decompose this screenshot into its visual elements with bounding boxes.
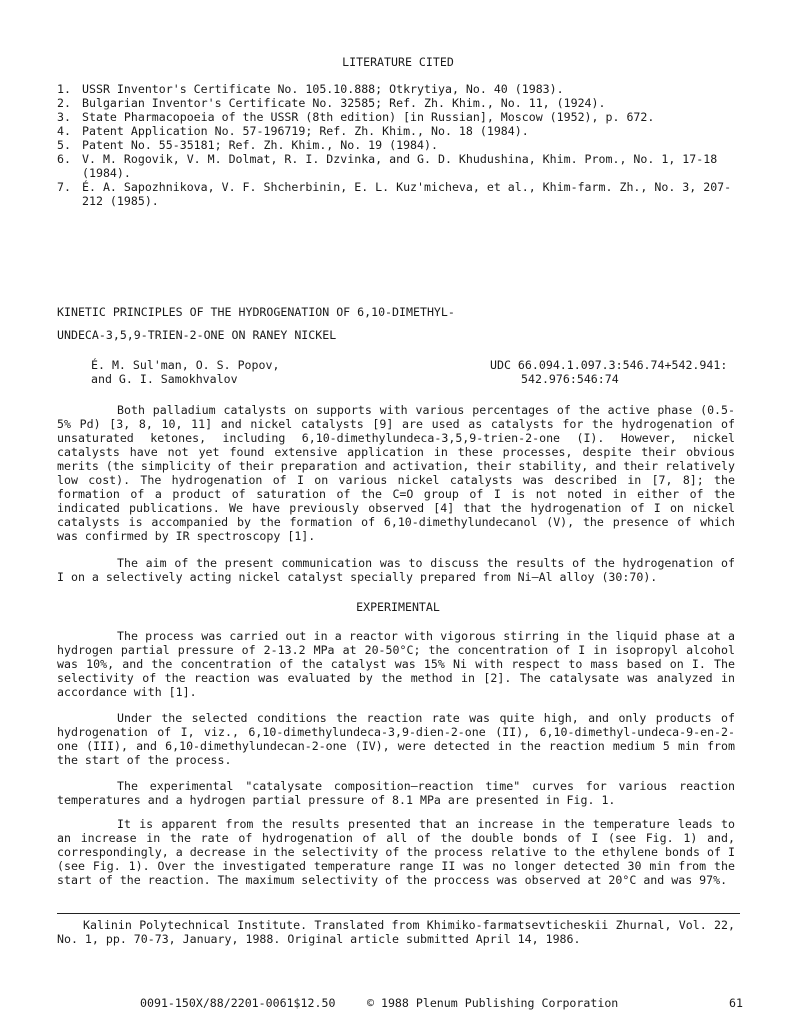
experimental-paragraph-3-text: The experimental "catalysate composition—reaction time" curves for various reaction temperatures and a hydrogen partial pressure of 8.1 MPa are presented in Fig. 1. [57, 779, 735, 807]
page-number: 61 [729, 996, 743, 1010]
reference-item [57, 180, 747, 208]
reference-number: 3. [57, 110, 71, 124]
experimental-paragraph-4-text: It is apparent from the results presented that an increase in the temperature leads to an increase in the rate of hydrogenation of all of the double bonds of I (see Fig. 1) and, correspondingly, a decrease in the selectivity of the process relative to the ethylene bonds of I (see Fig. 1). Over the investigated temperature range II was no longer detected 30 min from the start of the reaction. The maximum selectivity of the proccess was observed at 20°C and was 97%. [57, 817, 735, 887]
experimental-paragraph-3 [57, 779, 735, 807]
authors-line-2: and G. I. Samokhvalov [91, 372, 238, 386]
reference-text: State Pharmacopoeia of the USSR (8th edition) [in Russian], Moscow (1952), p. 672. [82, 110, 655, 124]
reference-item [57, 96, 747, 110]
footer-code: 0091-150X/88/2201-0061$12.50 [140, 996, 336, 1010]
experimental-heading: EXPERIMENTAL [356, 600, 440, 614]
intro-paragraph-1 [57, 403, 735, 543]
udc-line-2: 542.976:546:74 [521, 372, 619, 386]
reference-text: Bulgarian Inventor's Certificate No. 32585; Ref. Zh. Khim., No. 11, (1924). [82, 96, 606, 110]
reference-item [57, 124, 747, 138]
article-title-line-2: UNDECA-3,5,9-TRIEN-2-ONE ON RANEY NICKEL [57, 328, 337, 342]
footer-copyright: © 1988 Plenum Publishing Corporation [367, 996, 619, 1010]
reference-item [57, 82, 747, 96]
reference-text: É. A. Sapozhnikova, V. F. Shcherbinin, E. L. Kuz'micheva, et al., Khim-farm. Zh., No. 3, 207-212 (1985). [82, 180, 732, 208]
authors-line-1: É. M. Sul'man, O. S. Popov, [91, 358, 280, 372]
footnote [57, 918, 735, 946]
intro-paragraph-2-text: The aim of the present communication was to discuss the results of the hydrogenation of I on a selectively acting nickel catalyst specially prepared from Ni—Al alloy (30:70). [57, 556, 735, 584]
intro-paragraph-1-text: Both palladium catalysts on supports with various percentages of the active phase (0.5-5% Pd) [3, 8, 10, 11] and nickel catalysts [9] are used as catalysts for the hydrogenation of unsaturated ketones, including 6,10-dimethylundeca-3,5,9-trien-2-one (I). However, nickel catalysts have not yet found extensive application in these processes, despite their obvious merits (the simplicity of their preparation and activation, their stability, and their relatively low cost). The hydrogenation of I on various nickel catalysts was described in [7, 8]; the formation of a product of saturation of the C=O group of I is not noted in either of the indicated publications. We have previously observed [4] that the hydrogenation of I on nickel catalysts is accompanied by the formation of 6,10-dimethylundecanol (V), the presence of which was confirmed by IR spectroscopy [1]. [57, 403, 735, 543]
intro-paragraph-2 [57, 556, 735, 584]
reference-item [57, 110, 747, 124]
reference-number: 1. [57, 82, 71, 96]
reference-text: Patent No. 55-35181; Ref. Zh. Khim., No. 19 (1984). [82, 138, 438, 152]
experimental-paragraph-2-text: Under the selected conditions the reaction rate was quite high, and only products of hydrogenation of I, viz., 6,10-dimethylundeca-3,9-dien-2-one (II), 6,10-dimethyl-undeca-9-en-2-one (III), and 6,10-dimethylundecan-2-one (IV), were detected in the reaction medium 5 min from the start of the process. [57, 711, 735, 767]
reference-text: Patent Application No. 57-196719; Ref. Zh. Khim., No. 18 (1984). [82, 124, 529, 138]
reference-number: 4. [57, 124, 71, 138]
reference-number: 7. [57, 180, 71, 194]
udc-line-1: UDC 66.094.1.097.3:546.74+542.941: [490, 358, 728, 372]
experimental-paragraph-1 [57, 629, 735, 699]
experimental-paragraph-1-text: The process was carried out in a reactor with vigorous stirring in the liquid phase at a hydrogen partial pressure of 2-13.2 MPa at 20-50°C; the concentration of I in isopropyl alcohol was 10%, and the concentration of the catalyst was 15% Ni with respect to mass based on I. The selectivity of the reaction was evaluated by the method in [2]. The catalysate was analyzed in accordance with [1]. [57, 629, 735, 699]
reference-number: 5. [57, 138, 71, 152]
article-title-line-1: KINETIC PRINCIPLES OF THE HYDROGENATION OF 6,10-DIMETHYL- [57, 305, 455, 319]
footnote-divider [57, 913, 740, 914]
reference-list [57, 82, 747, 208]
experimental-paragraph-2 [57, 711, 735, 767]
reference-item [57, 138, 747, 152]
reference-item [57, 152, 747, 180]
footnote-text: Kalinin Polytechnical Institute. Translated from Khimiko-farmatsevticheskii Zhurnal, Vol. 22, No. 1, pp. 70-73, January, 1988. Original article submitted April 14, 1986. [57, 918, 735, 946]
experimental-paragraph-4 [57, 817, 735, 887]
reference-number: 6. [57, 152, 71, 166]
reference-text: USSR Inventor's Certificate No. 105.10.888; Otkrytiya, No. 40 (1983). [82, 82, 564, 96]
reference-text: V. M. Rogovik, V. M. Dolmat, R. I. Dzvinka, and G. D. Khudushina, Khim. Prom., No. 1, 17-18 (1984). [82, 152, 718, 180]
literature-cited-heading: LITERATURE CITED [342, 55, 454, 69]
reference-number: 2. [57, 96, 71, 110]
